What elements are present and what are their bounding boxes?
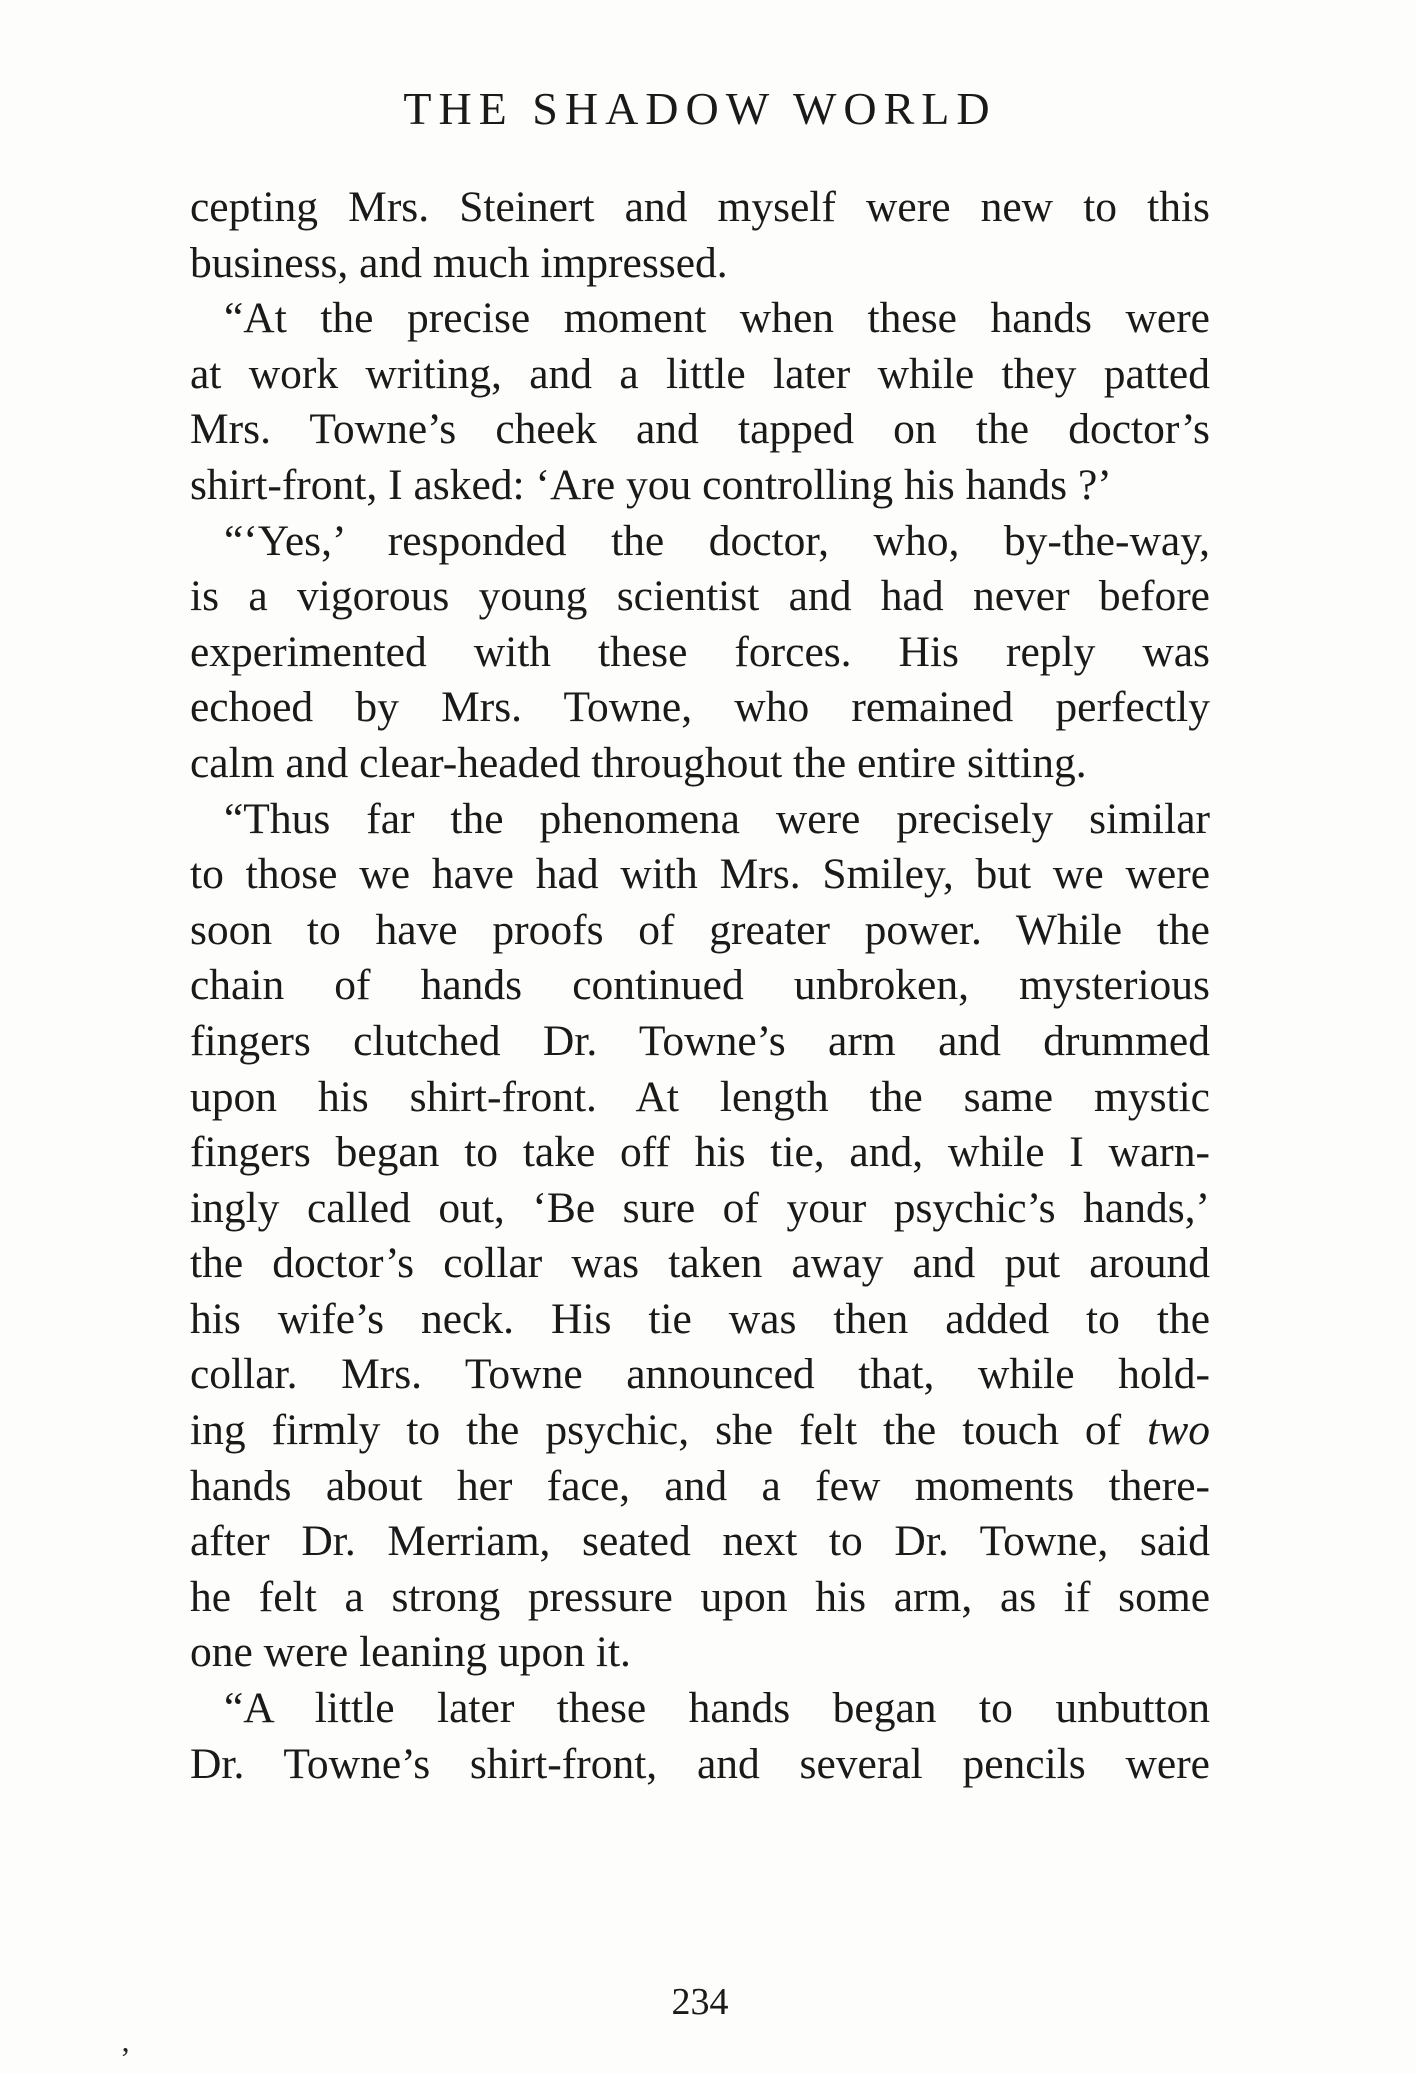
text-line: ingly called out, ‘Be sure of your psychic’s hands,’ [190, 1183, 1210, 1232]
text-line: experimented with these forces. His reply was [190, 627, 1210, 676]
text-line: fingers clutched Dr. Towne’s arm and drummed [190, 1016, 1210, 1065]
text-line: cepting Mrs. Steinert and myself were new to this [190, 183, 1210, 231]
page-number: 234 [671, 1981, 729, 2023]
text-line: hands about her face, and a few moments there- [190, 1461, 1210, 1510]
running-head: THE SHADOW WORLD [403, 83, 997, 134]
text-line: shirt-front, I asked: ‘Are you controlling his hands ?’ [190, 460, 1112, 509]
text-line: soon to have proofs of greater power. While the [190, 905, 1210, 954]
body-text [190, 180, 1210, 1792]
text-line: the doctor’s collar was taken away and put around [190, 1239, 1210, 1288]
text-line: at work writing, and a little later while they patted [190, 349, 1210, 398]
text-line: “A little later these hands began to unbutton [224, 1684, 1210, 1733]
text-line: fingers began to take off his tie, and, while I warn- [190, 1128, 1210, 1177]
text-line: after Dr. Merriam, seated next to Dr. Towne, said [190, 1517, 1210, 1566]
text-line: “At the precise moment when these hands were [224, 294, 1210, 343]
text-line: is a vigorous young scientist and had never before [190, 572, 1210, 621]
text-line: “‘Yes,’ responded the doctor, who, by-the-way, [224, 516, 1210, 565]
text-line: one were leaning upon it. [190, 1628, 631, 1677]
text-line: “Thus far the phenomena were precisely similar [224, 794, 1210, 843]
text-line: he felt a strong pressure upon his arm, as if some [190, 1572, 1210, 1621]
text-line: to those we have had with Mrs. Smiley, but we were [190, 850, 1210, 899]
text-line: chain of hands continued unbroken, mysterious [190, 961, 1210, 1010]
text-line: Dr. Towne’s shirt-front, and several pencils were [190, 1739, 1210, 1788]
text-line: Mrs. Towne’s cheek and tapped on the doctor’s [190, 405, 1210, 454]
text-line: his wife’s neck. His tie was then added to the [190, 1294, 1210, 1343]
text-line: ing firmly to the psychic, she felt the touch of two [190, 1406, 1210, 1455]
text-line: business, and much impressed. [190, 238, 728, 287]
margin-mark: ’ [120, 2040, 131, 2076]
text-line: collar. Mrs. Towne announced that, while hold- [190, 1350, 1210, 1399]
text-line: calm and clear-headed throughout the entire sitting. [190, 738, 1087, 787]
text-line: echoed by Mrs. Towne, who remained perfectly [190, 683, 1210, 732]
text-line: upon his shirt-front. At length the same mystic [190, 1072, 1210, 1121]
